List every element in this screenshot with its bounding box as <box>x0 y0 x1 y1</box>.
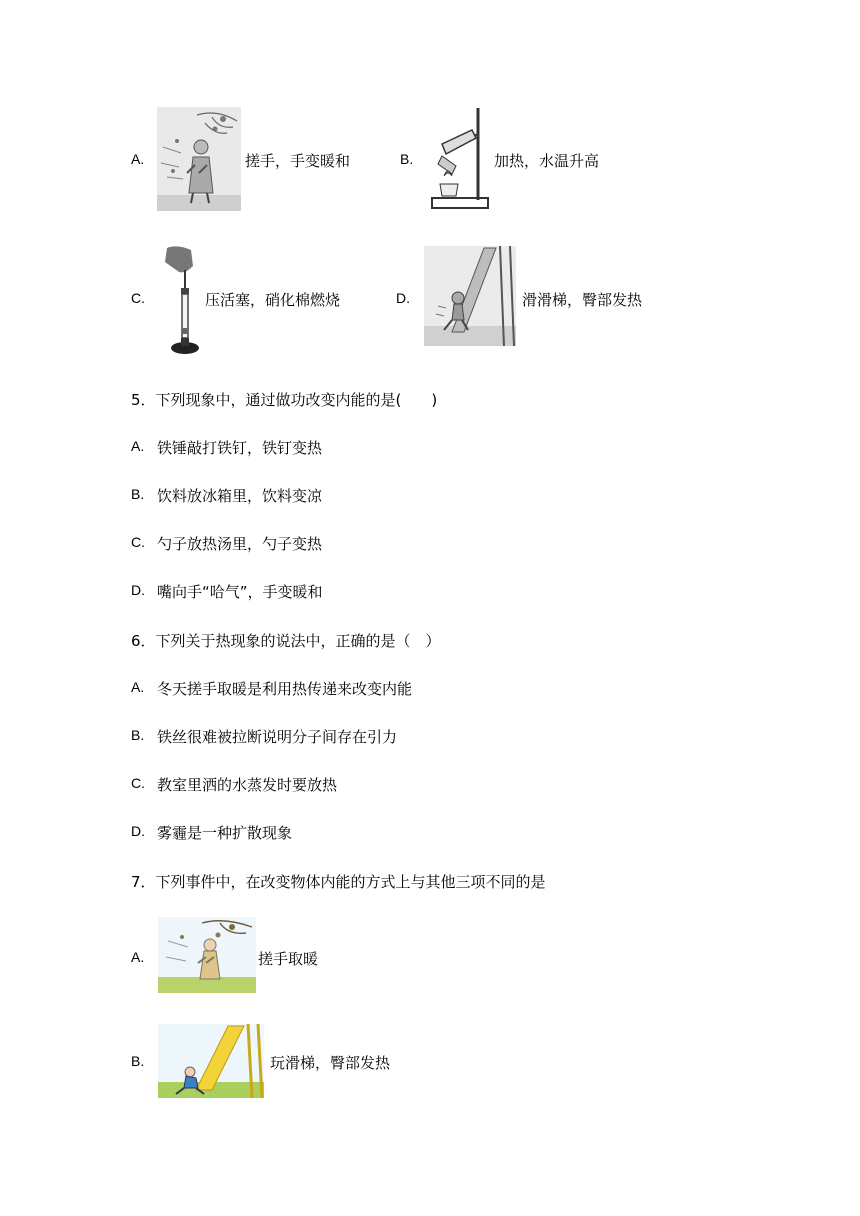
option-text: 勺子放热汤里，勺子变热 <box>157 535 323 553</box>
option-letter: D. <box>131 823 145 839</box>
option-letter: D. <box>131 582 145 598</box>
option-text: 饮料放冰箱里，饮料变凉 <box>157 487 323 505</box>
option-letter: C. <box>131 775 145 791</box>
color-child-on-yellow-slide-icon <box>158 1024 264 1098</box>
option-letter: A. <box>131 949 145 965</box>
option-text: 雾霾是一种扩散现象 <box>157 824 293 842</box>
option-letter: C. <box>131 534 145 550</box>
option-letter: B. <box>131 1053 145 1069</box>
option-text: 铁丝很难被拉断说明分子间存在引力 <box>157 728 398 746</box>
option-text: 冬天搓手取暖是利用热传递来改变内能 <box>157 680 413 698</box>
option-text: 搓手取暖 <box>258 950 319 968</box>
option-text: 加热，水温升高 <box>494 152 600 170</box>
option-text: 滑滑梯，臀部发热 <box>522 291 643 309</box>
option-text: 搓手，手变暖和 <box>245 152 351 170</box>
question-stem: 5．下列现象中，通过做功改变内能的是( ) <box>131 391 438 409</box>
old-man-rubbing-hands-in-wind-icon <box>157 107 241 211</box>
flask-heating-on-stand-icon <box>428 104 490 214</box>
option-letter: A. <box>131 679 145 695</box>
option-letter: D. <box>396 290 410 306</box>
option-letter: B. <box>131 727 145 743</box>
question-stem: 6．下列关于热现象的说法中，正确的是（ ） <box>131 632 441 650</box>
child-on-slide-icon <box>424 246 516 346</box>
option-text: 玩滑梯，臀部发热 <box>270 1054 391 1072</box>
option-letter: C. <box>131 290 145 306</box>
option-letter: B. <box>400 151 414 167</box>
option-letter: A. <box>131 151 145 167</box>
option-letter: A. <box>131 438 145 454</box>
option-text: 压活塞，硝化棉燃烧 <box>205 291 341 309</box>
option-text: 教室里洒的水蒸发时要放热 <box>157 776 338 794</box>
color-old-man-rubbing-hands-icon <box>158 917 256 993</box>
piston-pump-icon <box>157 244 203 356</box>
option-text: 嘴向手“哈气”，手变暖和 <box>157 583 323 601</box>
option-text: 铁锤敲打铁钉，铁钉变热 <box>157 439 323 457</box>
question-stem: 7．下列事件中，在改变物体内能的方式上与其他三项不同的是 <box>131 873 546 891</box>
option-letter: B. <box>131 486 145 502</box>
